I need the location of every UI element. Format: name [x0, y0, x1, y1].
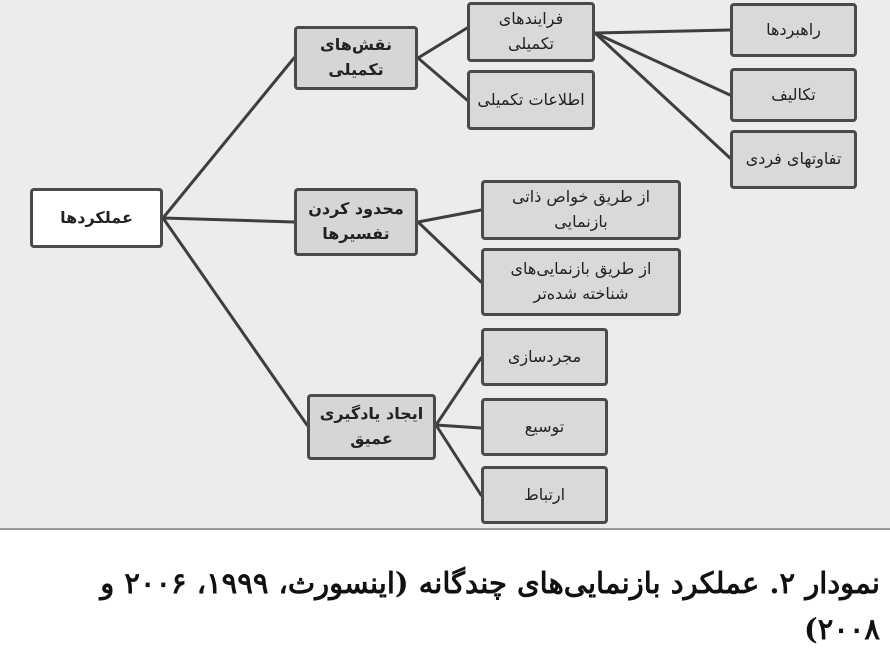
link-processes-differences — [595, 33, 730, 158]
node-tasks — [730, 68, 857, 122]
link-processes-strategies — [595, 30, 730, 33]
node-label: نقش‌های تکمیلی — [320, 35, 392, 79]
link-root-constrain — [163, 218, 294, 222]
node-label: از طریق بازنمایی‌های شناخته شده‌تر — [510, 259, 652, 303]
node-label: توسیع — [524, 416, 565, 436]
node-label: از طریق خواص ذاتی بازنمایی — [511, 187, 651, 231]
link-deep-extension — [436, 425, 481, 428]
node-label: تفاوتهای فردی — [745, 149, 842, 169]
figure-caption: نمودار ۲. عملکرد بازنمایی‌های چندگانه (اینسورث، ۱۹۹۹، ۲۰۰۶ و ۲۰۰۸) — [100, 566, 880, 646]
node-label: راهبردها — [766, 19, 821, 39]
link-root-deep — [163, 218, 307, 425]
link-processes-tasks — [595, 33, 730, 95]
node-individual-differences — [730, 130, 857, 189]
link-root-complementary — [163, 58, 294, 218]
node-label: اطلاعات تکمیلی — [477, 89, 585, 109]
node-complementary-roles — [294, 26, 418, 90]
node-extension — [481, 398, 608, 456]
link-deep-abstraction — [436, 358, 481, 425]
node-strategies — [730, 3, 857, 57]
node-deep-learning — [307, 394, 436, 460]
link-constrain-inherent — [418, 210, 481, 222]
root-node-functions — [30, 188, 163, 248]
node-label: فرایندهای تکمیلی — [498, 9, 564, 53]
node-complementary-information — [467, 70, 595, 130]
root-node-label: عملکردها — [60, 207, 133, 227]
node-familiar-representations — [481, 248, 681, 316]
node-label: محدود کردن تفسیرها — [308, 199, 404, 243]
node-abstraction — [481, 328, 608, 386]
link-complementary-info — [418, 58, 467, 100]
node-label: مجردسازی — [507, 346, 582, 366]
node-complementary-processes — [467, 2, 595, 62]
node-label: ایجاد یادگیری عمیق — [319, 404, 424, 448]
link-complementary-processes — [418, 28, 467, 58]
link-deep-relation — [436, 425, 481, 495]
node-relation — [481, 466, 608, 524]
node-constrain-interpretation — [294, 188, 418, 256]
link-constrain-familiar — [418, 222, 481, 282]
node-inherent-properties — [481, 180, 681, 240]
node-label: ارتباط — [523, 484, 566, 504]
node-label: تکالیف — [771, 84, 816, 104]
